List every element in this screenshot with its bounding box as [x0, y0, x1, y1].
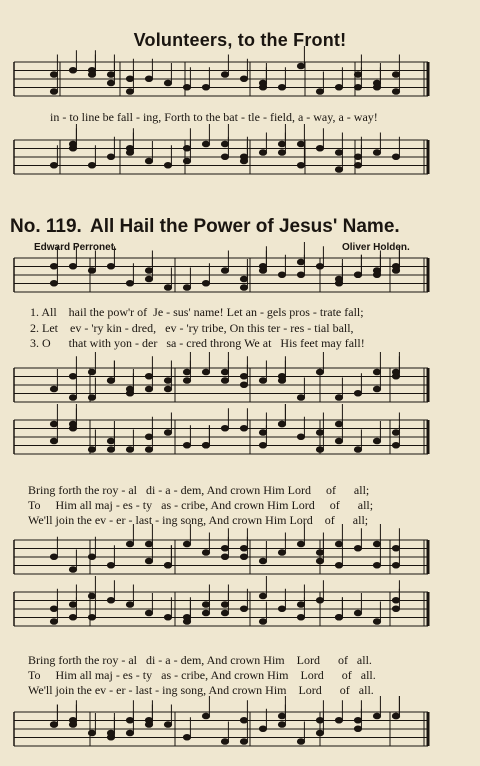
note-head — [183, 158, 190, 164]
note-head — [50, 280, 57, 286]
note-head — [69, 602, 76, 608]
note-head — [202, 280, 209, 286]
note-head — [69, 614, 76, 620]
note-head — [392, 89, 399, 95]
note-head — [145, 373, 152, 379]
note-head — [354, 610, 361, 616]
note-head — [392, 430, 399, 436]
verse-line-5: To Him all maj - es - ty as - cribe, And crown Him Lord of all; — [28, 498, 374, 512]
verse-line-6: We'll join the ev - er - last - ing song, And crown Him Lord of all; — [28, 513, 369, 527]
note-head — [316, 558, 323, 564]
note-head — [316, 717, 323, 723]
note-head — [164, 285, 171, 291]
note-head — [107, 154, 114, 160]
note-head — [88, 162, 95, 168]
note-head — [392, 373, 399, 379]
note-head — [297, 602, 304, 608]
note-head — [240, 717, 247, 723]
note-head — [278, 272, 285, 278]
note-head — [354, 726, 361, 732]
note-head — [240, 154, 247, 160]
note-head — [240, 425, 247, 431]
note-head — [69, 717, 76, 723]
note-head — [145, 158, 152, 164]
note-head — [107, 72, 114, 78]
note-head — [335, 614, 342, 620]
note-head — [354, 447, 361, 453]
note-head — [164, 386, 171, 392]
note-head — [373, 619, 380, 625]
note-head — [392, 154, 399, 160]
note-head — [297, 162, 304, 168]
verse-line-2: 2. Let ev - 'ry kin - dred, ev - 'ry tribe, On this ter - res - tial ball, — [30, 321, 354, 335]
note-head — [259, 150, 266, 156]
note-head — [183, 369, 190, 375]
note-head — [316, 145, 323, 151]
note-head — [88, 447, 95, 453]
note-head — [69, 395, 76, 401]
note-head — [69, 263, 76, 269]
note-head — [221, 268, 228, 274]
note-head — [354, 545, 361, 551]
note-head — [183, 285, 190, 291]
note-head — [259, 619, 266, 625]
note-head — [145, 541, 152, 547]
note-head — [202, 602, 209, 608]
note-head — [278, 373, 285, 379]
previous-hymn-lyric: in - to line be fall - ing, Forth to the bat - tle - field, a - way, a - way! — [50, 110, 378, 124]
note-head — [278, 421, 285, 427]
note-head — [316, 447, 323, 453]
note-head — [259, 378, 266, 384]
note-head — [335, 421, 342, 427]
note-head — [278, 141, 285, 147]
note-head — [278, 150, 285, 156]
verse-line-7: Bring forth the roy - al di - a - dem, And crown Him Lord of all. — [28, 653, 372, 667]
note-head — [202, 442, 209, 448]
note-head — [88, 268, 95, 274]
note-head — [88, 554, 95, 560]
note-head — [164, 80, 171, 86]
note-head — [88, 72, 95, 78]
note-head — [50, 386, 57, 392]
hymn-author: Edward Perronet. — [34, 242, 117, 253]
note-head — [278, 84, 285, 90]
note-head — [297, 614, 304, 620]
note-head — [107, 80, 114, 86]
note-head — [316, 550, 323, 556]
note-head — [316, 730, 323, 736]
note-head — [50, 421, 57, 427]
note-head — [297, 259, 304, 265]
note-head — [316, 430, 323, 436]
note-head — [202, 84, 209, 90]
note-head — [221, 610, 228, 616]
note-head — [145, 610, 152, 616]
note-head — [221, 154, 228, 160]
note-head — [392, 442, 399, 448]
verse-line-9: We'll join the ev - er - last - ing song, And crown Him Lord of all. — [28, 683, 374, 697]
note-head — [221, 602, 228, 608]
note-head — [297, 541, 304, 547]
note-head — [126, 602, 133, 608]
note-head — [145, 276, 152, 282]
note-head — [335, 167, 342, 173]
note-head — [164, 722, 171, 728]
note-head — [392, 713, 399, 719]
note-head — [88, 593, 95, 599]
verse-line-3: 3. O that with yon - der sa - cred throng We at His feet may fall! — [30, 336, 365, 350]
note-head — [126, 541, 133, 547]
note-head — [69, 145, 76, 151]
note-head — [297, 272, 304, 278]
note-head — [145, 268, 152, 274]
note-head — [240, 373, 247, 379]
note-head — [373, 150, 380, 156]
note-head — [202, 141, 209, 147]
note-head — [373, 562, 380, 568]
note-head — [259, 84, 266, 90]
note-head — [107, 562, 114, 568]
note-head — [297, 141, 304, 147]
note-head — [316, 263, 323, 269]
note-head — [259, 558, 266, 564]
note-head — [354, 84, 361, 90]
note-head — [392, 545, 399, 551]
note-head — [107, 378, 114, 384]
note-head — [145, 434, 152, 440]
note-head — [373, 541, 380, 547]
note-head — [145, 558, 152, 564]
verse-line-8: To Him all maj - es - ty as - cribe, And crown Him Lord of all. — [28, 668, 376, 682]
note-head — [50, 438, 57, 444]
note-head — [221, 554, 228, 560]
note-head — [354, 154, 361, 160]
note-head — [335, 541, 342, 547]
note-head — [297, 434, 304, 440]
note-head — [354, 390, 361, 396]
verse-line-4: Bring forth the roy - al di - a - dem, And crown Him Lord of all; — [28, 483, 370, 497]
note-head — [221, 369, 228, 375]
note-head — [392, 597, 399, 603]
note-head — [335, 562, 342, 568]
note-head — [126, 76, 133, 82]
note-head — [145, 386, 152, 392]
note-head — [183, 145, 190, 151]
note-head — [373, 272, 380, 278]
note-head — [145, 447, 152, 453]
note-head — [354, 272, 361, 278]
hymn-number: No. 119. — [10, 216, 82, 237]
note-head — [373, 80, 380, 86]
note-head — [373, 369, 380, 375]
hymn-title: All Hail the Power of Jesus' Name. — [90, 216, 400, 237]
note-head — [145, 76, 152, 82]
note-head — [183, 378, 190, 384]
note-head — [50, 606, 57, 612]
note-head — [392, 263, 399, 269]
note-head — [240, 285, 247, 291]
note-head — [107, 734, 114, 740]
note-head — [50, 722, 57, 728]
note-head — [354, 72, 361, 78]
note-head — [278, 550, 285, 556]
note-head — [183, 614, 190, 620]
note-head — [164, 614, 171, 620]
note-head — [50, 619, 57, 625]
note-head — [50, 89, 57, 95]
note-head — [221, 739, 228, 745]
note-head — [202, 550, 209, 556]
note-head — [316, 597, 323, 603]
note-head — [259, 593, 266, 599]
note-head — [373, 386, 380, 392]
note-head — [126, 730, 133, 736]
note-head — [202, 369, 209, 375]
note-head — [164, 562, 171, 568]
note-head — [88, 395, 95, 401]
note-head — [354, 717, 361, 723]
note-head — [88, 730, 95, 736]
note-head — [240, 739, 247, 745]
note-head — [392, 562, 399, 568]
note-head — [259, 263, 266, 269]
note-head — [183, 734, 190, 740]
note-head — [88, 369, 95, 375]
note-head — [221, 545, 228, 551]
note-head — [126, 150, 133, 156]
note-head — [392, 606, 399, 612]
note-head — [164, 378, 171, 384]
note-head — [335, 717, 342, 723]
note-head — [69, 567, 76, 573]
note-head — [50, 72, 57, 78]
note-head — [183, 541, 190, 547]
note-head — [392, 72, 399, 78]
note-head — [202, 610, 209, 616]
note-head — [183, 84, 190, 90]
note-head — [354, 162, 361, 168]
note-head — [107, 263, 114, 269]
note-head — [69, 421, 76, 427]
note-head — [259, 442, 266, 448]
note-head — [240, 76, 247, 82]
note-head — [316, 89, 323, 95]
note-head — [183, 442, 190, 448]
note-head — [69, 373, 76, 379]
note-head — [126, 280, 133, 286]
note-head — [240, 382, 247, 388]
note-head — [221, 72, 228, 78]
previous-hymn-title: Volunteers, to the Front! — [133, 30, 347, 50]
note-head — [126, 390, 133, 396]
note-head — [221, 378, 228, 384]
note-head — [50, 554, 57, 560]
note-head — [316, 369, 323, 375]
note-head — [240, 606, 247, 612]
note-head — [259, 430, 266, 436]
note-head — [145, 717, 152, 723]
note-head — [221, 425, 228, 431]
note-head — [278, 606, 285, 612]
note-head — [240, 554, 247, 560]
note-head — [335, 84, 342, 90]
note-head — [259, 726, 266, 732]
note-head — [126, 89, 133, 95]
hymn-composer: Oliver Holden. — [342, 242, 410, 253]
note-head — [335, 438, 342, 444]
note-head — [164, 430, 171, 436]
note-head — [50, 162, 57, 168]
verse-line-1: 1. All hail the pow'r of Je - sus' name! Let an - gels pros - trate fall; — [30, 305, 364, 319]
note-head — [107, 597, 114, 603]
note-head — [50, 263, 57, 269]
note-head — [202, 713, 209, 719]
note-head — [373, 713, 380, 719]
note-head — [69, 67, 76, 73]
note-head — [240, 545, 247, 551]
note-head — [107, 438, 114, 444]
note-head — [240, 276, 247, 282]
note-head — [297, 739, 304, 745]
note-head — [335, 280, 342, 286]
note-head — [126, 717, 133, 723]
note-head — [126, 447, 133, 453]
note-head — [278, 713, 285, 719]
note-head — [107, 447, 114, 453]
note-head — [278, 722, 285, 728]
note-head — [221, 141, 228, 147]
note-head — [164, 162, 171, 168]
note-head — [297, 63, 304, 69]
note-head — [335, 150, 342, 156]
note-head — [373, 438, 380, 444]
note-head — [88, 614, 95, 620]
note-head — [335, 395, 342, 401]
note-head — [297, 395, 304, 401]
